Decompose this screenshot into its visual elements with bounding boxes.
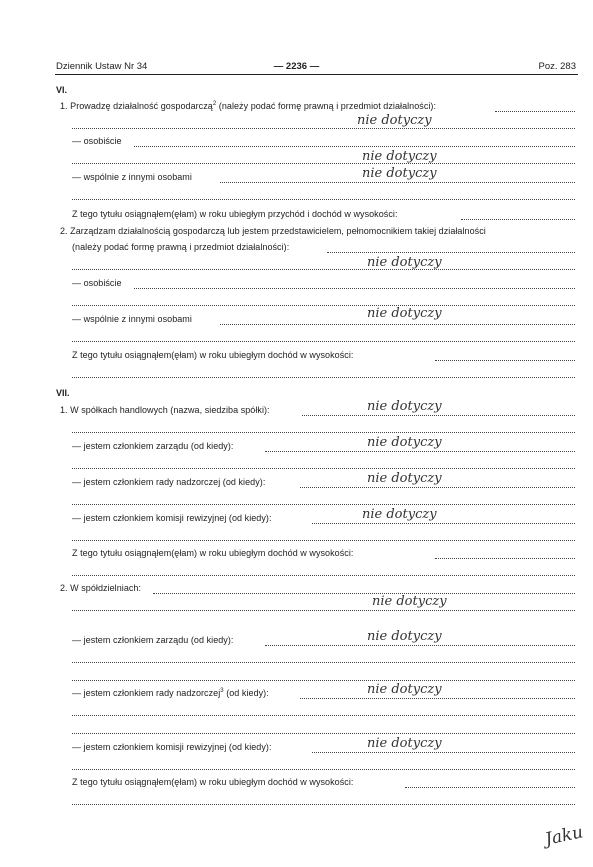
vi-jointly-line-2[interactable] xyxy=(72,199,575,200)
vii-item1-text: 1. W spółkach handlowych (nazwa, siedziba spółki): xyxy=(60,405,270,415)
vi-jointly2-label: — wspólnie z innymi osobami xyxy=(72,314,192,324)
vi-item1-line[interactable] xyxy=(495,111,575,112)
vii-board1-line-2[interactable] xyxy=(72,468,575,469)
vii-board1-label: — jestem członkiem zarządu (od kiedy): xyxy=(72,441,234,451)
vii-supervisory2-answer: nie dotyczy xyxy=(367,682,442,697)
vii-supervisory2-line-3[interactable] xyxy=(72,733,575,734)
vi-item1-line-2[interactable] xyxy=(72,128,575,129)
vii-audit1-line-2[interactable] xyxy=(72,540,575,541)
vii-income3-line-2[interactable] xyxy=(72,575,575,576)
vii-item2-answer: nie dotyczy xyxy=(372,594,447,609)
vi-item2-line[interactable] xyxy=(327,252,575,253)
vii-supervisory2-label: — jestem członkiem rady nadzorczej$^3$ (od kiedy): xyxy=(72,688,269,698)
vii-board2-line[interactable] xyxy=(265,645,575,646)
vii-supervisory2-line-2[interactable] xyxy=(72,715,575,716)
vi-personally-label: — osobiście xyxy=(72,136,122,146)
page-number: — 2236 — xyxy=(273,61,320,72)
vii-audit1-line[interactable] xyxy=(312,523,575,524)
vi-personally-answer: nie dotyczy xyxy=(362,149,437,164)
vii-board2-label: — jestem członkiem zarządu (od kiedy): xyxy=(72,635,234,645)
vii-supervisory1-line-2[interactable] xyxy=(72,504,575,505)
vi-personally2-line-2[interactable] xyxy=(72,305,575,306)
vii-audit1-label: — jestem członkiem komisji rewizyjnej (od kiedy): xyxy=(72,513,272,523)
vii-audit2-line[interactable] xyxy=(312,752,575,753)
vii-income3-label: Z tego tytułu osiągnąłem(ęłam) w roku ubiegłym dochód w wysokości: xyxy=(72,548,354,558)
vii-item1-answer: nie dotyczy xyxy=(367,399,442,414)
vii-supervisory1-answer: nie dotyczy xyxy=(367,471,442,486)
vi-income2-line[interactable] xyxy=(435,360,575,361)
vi-jointly-answer: nie dotyczy xyxy=(362,166,437,181)
vi-personally2-label: — osobiście xyxy=(72,278,122,288)
vii-board1-line[interactable] xyxy=(265,451,575,452)
vi-personally-line[interactable] xyxy=(134,146,575,147)
vii-audit2-line-2[interactable] xyxy=(72,769,575,770)
vii-item1-line-2[interactable] xyxy=(72,432,575,433)
vi-income1-line[interactable] xyxy=(461,219,575,220)
vii-audit2-label: — jestem członkiem komisji rewizyjnej (od kiedy): xyxy=(72,742,272,752)
vii-board2-answer: nie dotyczy xyxy=(367,629,442,644)
header-rule xyxy=(55,74,578,75)
vi-income1-label: Z tego tytułu osiągnąłem(ęłam) w roku ubiegłym przychód i dochód w wysokości: xyxy=(72,209,398,219)
position-number: Poz. 283 xyxy=(538,61,576,72)
vi-income2-label: Z tego tytułu osiągnąłem(ęłam) w roku ubiegłym dochód w wysokości: xyxy=(72,350,354,360)
vii-item1-line[interactable] xyxy=(302,415,575,416)
vii-item2-line-2[interactable] xyxy=(72,610,575,611)
vi-item2-line-2[interactable] xyxy=(72,269,575,270)
vii-supervisory1-label: — jestem członkiem rady nadzorczej (od kiedy): xyxy=(72,477,266,487)
vii-board1-answer: nie dotyczy xyxy=(367,435,442,450)
vi-personally-line-2[interactable] xyxy=(72,163,575,164)
signature: Jaku xyxy=(543,822,585,850)
vii-income4-line[interactable] xyxy=(405,787,575,788)
vii-item2-text: 2. W spółdzielniach: xyxy=(60,583,142,593)
vi-item1-answer: nie dotyczy xyxy=(357,113,432,128)
vii-income4-line-2[interactable] xyxy=(72,804,575,805)
vi-jointly-label: — wspólnie z innymi osobami xyxy=(72,172,192,182)
vi-jointly2-answer: nie dotyczy xyxy=(367,306,442,321)
vii-item2-line[interactable] xyxy=(153,593,575,594)
vii-income3-line[interactable] xyxy=(435,558,575,559)
section-vii-label: VII. xyxy=(56,388,70,398)
vii-audit1-answer: nie dotyczy xyxy=(362,507,437,522)
vi-item1-text: 1. Prowadzę działalność gospodarczą$^2$ (należy podać formę prawną i przedmiot działalności): xyxy=(60,101,437,111)
section-vi-label: VI. xyxy=(56,85,68,95)
vii-supervisory1-line[interactable] xyxy=(300,487,575,488)
vi-income2-line-2[interactable] xyxy=(72,377,575,378)
vi-item2-answer: nie dotyczy xyxy=(367,255,442,270)
vi-jointly-line[interactable] xyxy=(220,182,575,183)
vii-audit2-answer: nie dotyczy xyxy=(367,736,442,751)
vi-jointly2-line[interactable] xyxy=(220,324,575,325)
vi-jointly2-line-2[interactable] xyxy=(72,341,575,342)
vii-income4-label: Z tego tytułu osiągnąłem(ęłam) w roku ubiegłym dochód w wysokości: xyxy=(72,777,354,787)
vi-item2-line1: 2. Zarządzam działalnością gospodarczą lub jestem przedstawicielem, pełnomocnikiem takiej działalności xyxy=(60,226,486,236)
journal-title: Dziennik Ustaw Nr 34 xyxy=(56,61,148,72)
vii-board2-line-3[interactable] xyxy=(72,680,575,681)
vii-supervisory2-line[interactable] xyxy=(300,698,575,699)
vi-personally2-line[interactable] xyxy=(134,288,575,289)
vii-board2-line-2[interactable] xyxy=(72,662,575,663)
vi-item2-line2: (należy podać formę prawną i przedmiot działalności): xyxy=(72,242,290,252)
